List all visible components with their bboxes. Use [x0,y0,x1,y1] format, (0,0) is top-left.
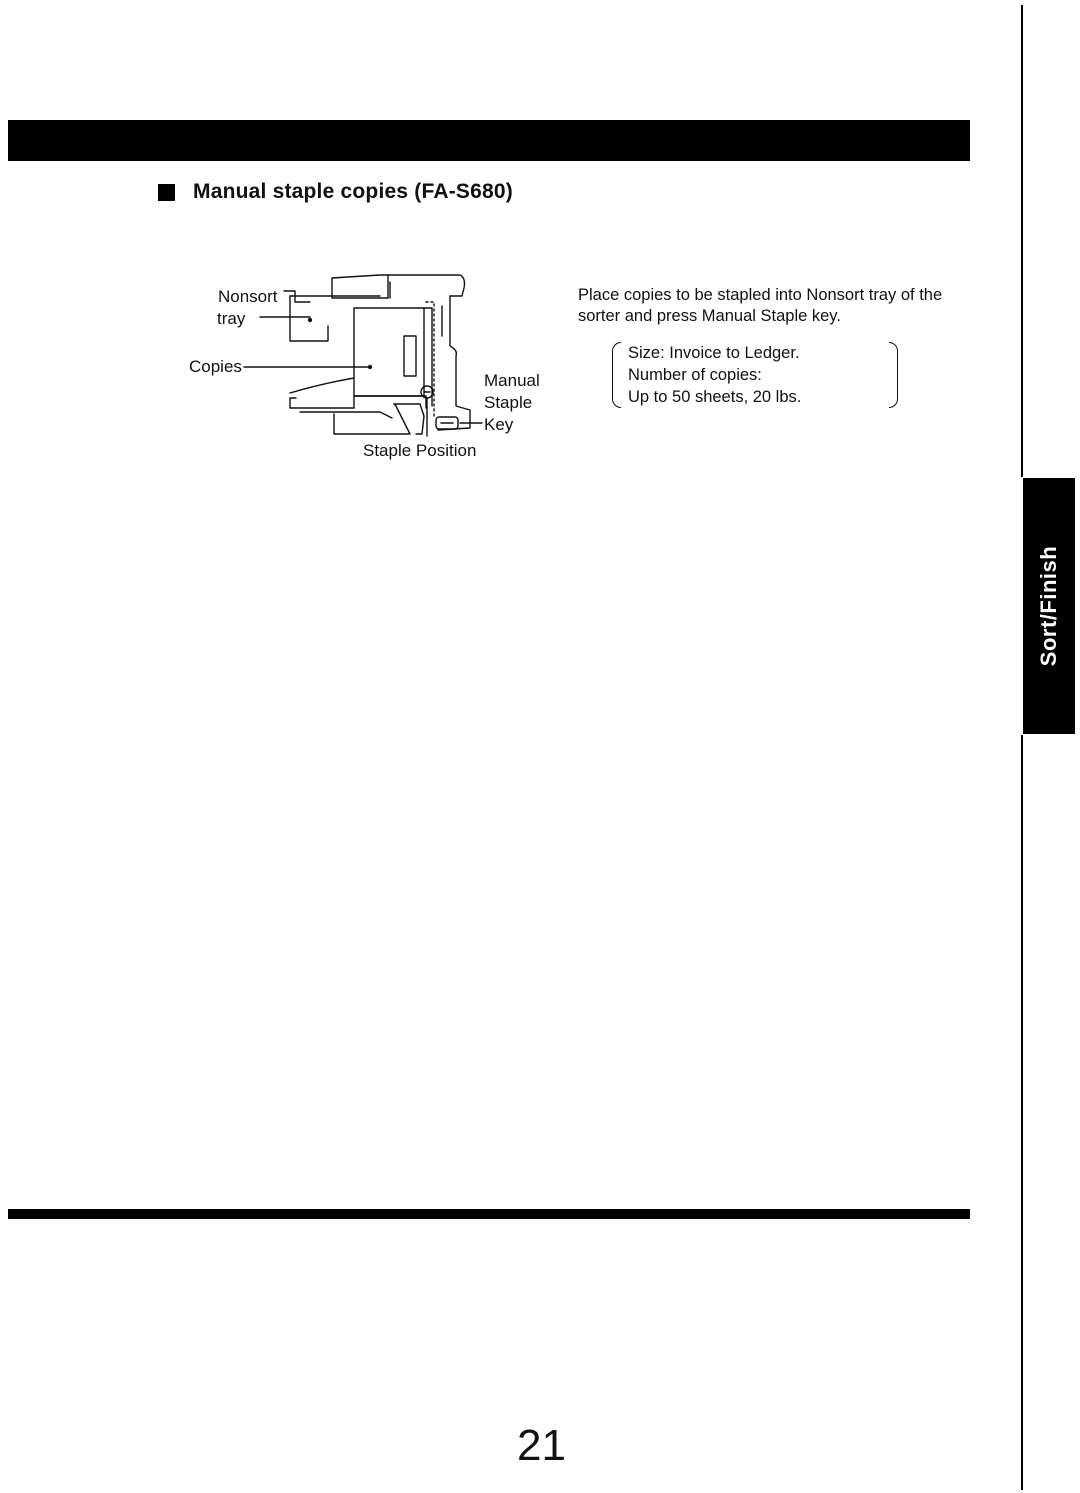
bracket-right [889,342,898,408]
spec-box [612,338,898,412]
margin-rule-lower [1021,735,1023,1490]
spec-list [628,342,801,408]
spec-size: Size: Invoice to Ledger. [628,344,800,362]
instruction-text: Place copies to be stapled into Nonsort tray of the sorter and press Manual Staple key. [578,286,943,325]
spec-copies-value: Up to 50 sheets, 20 lbs. [628,388,802,406]
square-bullet-icon [158,184,175,201]
label-staple: Staple [484,393,533,412]
spec-copies-label: Number of copies: [628,366,762,384]
section-title: Manual staple copies (FA-S680) [193,180,513,203]
staple-figure [180,266,560,466]
footer-bar [8,1209,970,1219]
label-nonsort: Nonsort [218,287,278,306]
bracket-left [612,342,621,408]
label-staple-position: Staple Position [363,441,477,460]
section-heading [158,180,513,204]
label-copies: Copies [189,357,242,376]
label-tray: tray [217,309,246,328]
label-key: Key [484,415,514,434]
side-tab [1023,478,1075,734]
page-number: 21 [517,1421,566,1470]
side-tab-label: Sort/Finish [1036,545,1061,667]
margin-rule-upper [1021,5,1023,477]
label-manual: Manual [484,371,540,390]
header-bar [8,120,970,161]
